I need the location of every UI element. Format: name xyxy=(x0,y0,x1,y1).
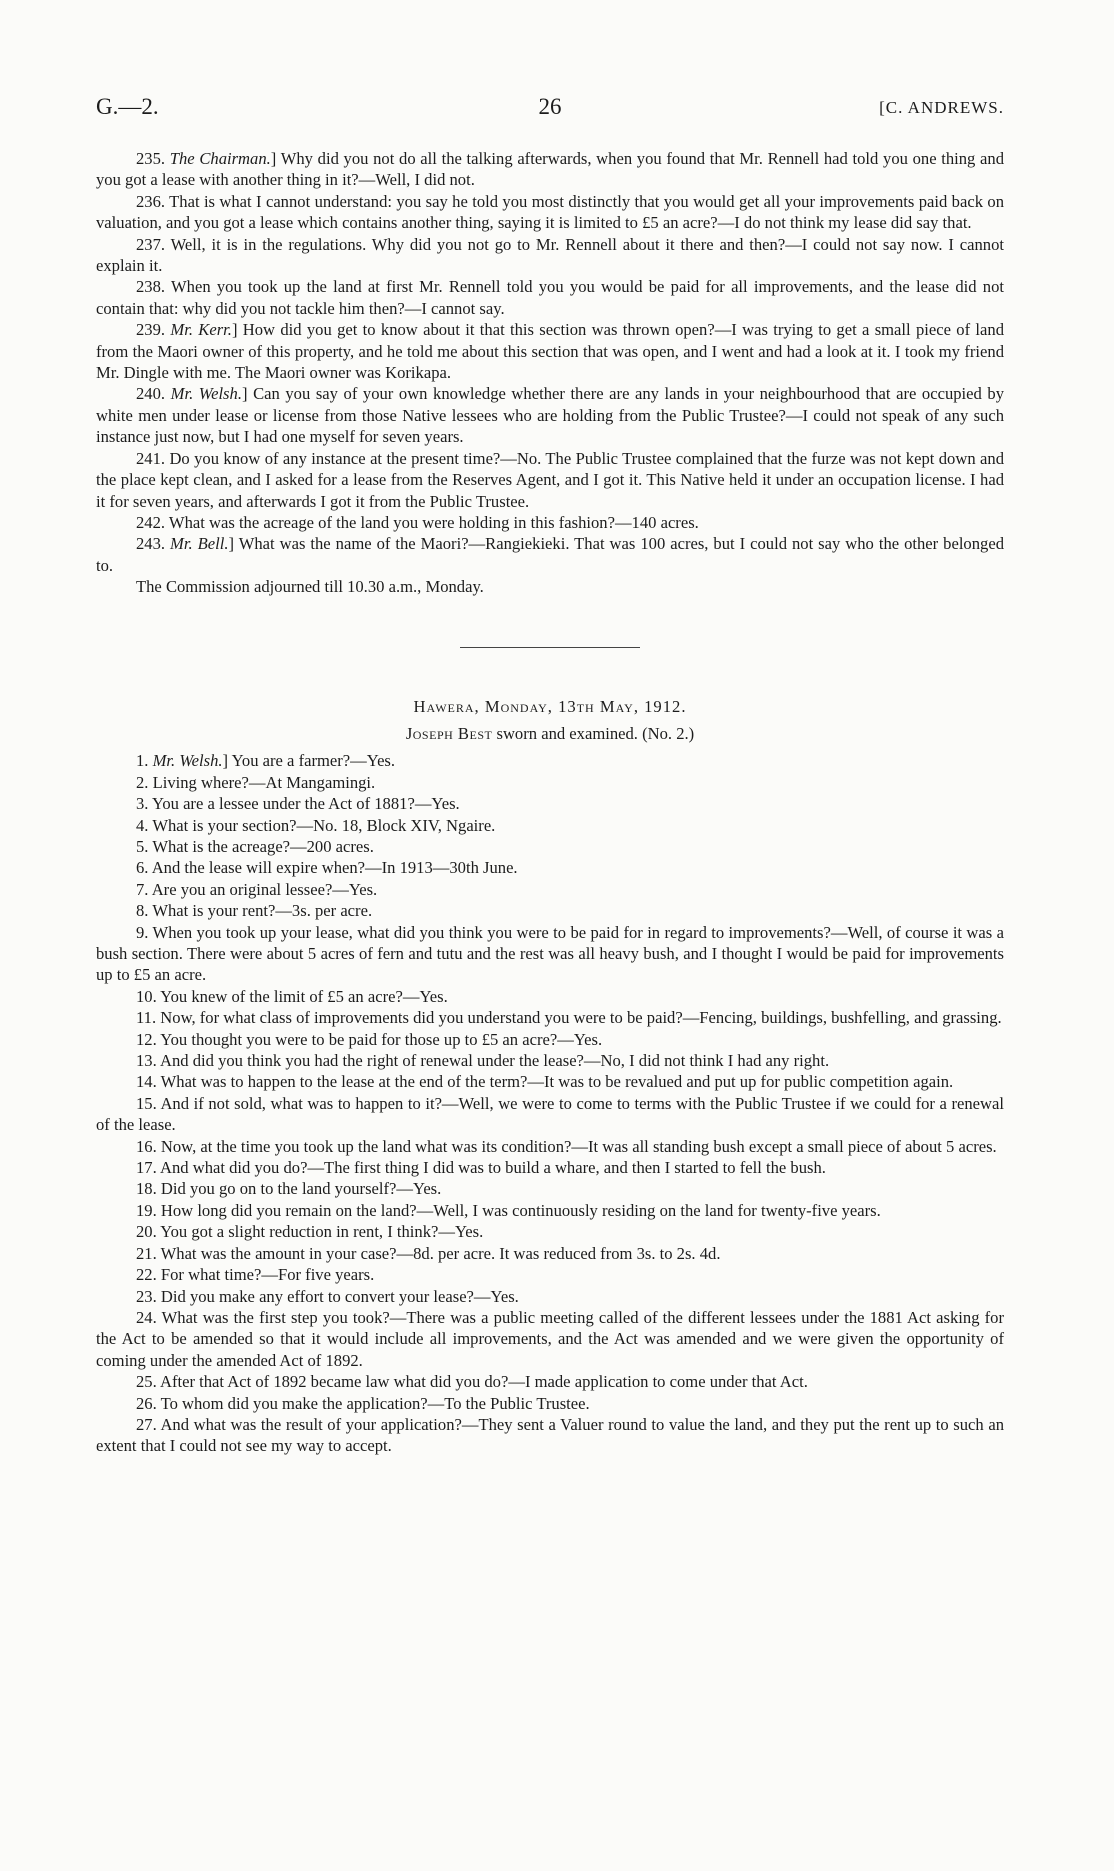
document-body xyxy=(96,148,1004,1457)
question-number: 21. xyxy=(136,1243,157,1263)
question-number: 240. xyxy=(136,384,166,404)
testimony-section-1 xyxy=(96,148,1004,576)
question-paragraph xyxy=(96,1029,1004,1050)
question-text: And did you think you had the right of renewal under the lease?—No, I did not think I had any right. xyxy=(159,1051,830,1071)
question-text: That is what I cannot understand: you say he told you most distinctly that you would get all your improvements paid back on valuation, and you got a lease which contains another thing, saying it is limited to £5 an acre?—I do not think my lease did say that. xyxy=(96,191,1004,233)
question-text: And the lease will expire when?—In 1913—30th June. xyxy=(151,858,518,878)
question-text: Well, it is in the regulations. Why did you not go to Mr. Rennell about it there and then?—I could not say now. I cannot explain it. xyxy=(96,234,1004,276)
question-paragraph xyxy=(96,1200,1004,1221)
witness-heading xyxy=(96,723,1004,744)
question-number: 12. xyxy=(136,1029,157,1049)
question-text: Are you an original lessee?—Yes. xyxy=(151,879,378,899)
testimony-section-2 xyxy=(96,750,1004,1456)
question-paragraph xyxy=(96,1414,1004,1457)
question-text: What is your rent?—3s. per acre. xyxy=(152,901,373,921)
question-text: For what time?—For five years. xyxy=(160,1265,375,1285)
question-paragraph xyxy=(96,1371,1004,1392)
witness-name: Joseph Best xyxy=(405,723,493,743)
question-number: 10. xyxy=(136,986,157,1006)
question-text: Do you know of any instance at the present time?—No. The Public Trustee complained that the furze was not kept down and the place kept clean, and I asked for a lease from the Reserves Agent, and I got it. This Native held it under an occupation license. I had it for seven years, and afterwards I got it from the Public Trustee. xyxy=(96,448,1004,511)
question-paragraph xyxy=(96,793,1004,814)
question-paragraph xyxy=(96,1307,1004,1371)
question-paragraph xyxy=(96,1286,1004,1307)
speaker-name: Mr. Welsh. xyxy=(170,384,242,404)
question-paragraph xyxy=(96,1136,1004,1157)
question-number: 11. xyxy=(136,1008,157,1028)
question-paragraph xyxy=(96,234,1004,277)
question-number: 1. xyxy=(136,751,149,771)
question-paragraph xyxy=(96,986,1004,1007)
question-paragraph xyxy=(96,1178,1004,1199)
question-text: What was to happen to the lease at the end of the term?—It was to be revalued and put up for public competition again. xyxy=(160,1072,954,1092)
question-number: 26. xyxy=(136,1393,157,1413)
question-number: 24. xyxy=(136,1307,157,1327)
question-paragraph xyxy=(96,815,1004,836)
question-paragraph xyxy=(96,772,1004,793)
question-number: 4. xyxy=(136,815,149,835)
question-number: 238. xyxy=(136,277,166,297)
adjournment-note: The Commission adjourned till 10.30 a.m., Monday. xyxy=(136,577,484,597)
question-number: 243. xyxy=(136,534,166,554)
question-number: 6. xyxy=(136,858,149,878)
witness-running-head: [C. ANDREWS. xyxy=(879,98,1004,117)
question-paragraph xyxy=(96,836,1004,857)
question-text: What was the amount in your case?—8d. per acre. It was reduced from 3s. to 2s. 4d. xyxy=(160,1243,721,1263)
question-paragraph xyxy=(96,1093,1004,1136)
question-number: 9. xyxy=(136,922,149,942)
question-number: 25. xyxy=(136,1372,157,1392)
question-text: ] How did you get to know about it that this section was thrown open?—I was trying to get a small piece of land from the Maori owner of this property, and he told me about this section that was open, and I went and had a look at it. I took my friend Mr. Dingle with me. The Maori owner was Korikapa. xyxy=(96,320,1004,383)
question-text: Did you go on to the land yourself?—Yes. xyxy=(160,1179,442,1199)
question-number: 242. xyxy=(136,512,166,532)
question-number: 3. xyxy=(136,794,149,814)
question-number: 27. xyxy=(136,1414,157,1434)
question-paragraph xyxy=(96,1243,1004,1264)
question-text: And what did you do?—The first thing I did was to build a whare, and then I started to fell the bush. xyxy=(159,1158,826,1178)
speaker-name: Mr. Welsh. xyxy=(152,751,223,771)
question-number: 2. xyxy=(136,772,149,792)
question-paragraph xyxy=(96,512,1004,533)
question-paragraph xyxy=(96,1050,1004,1071)
question-number: 14. xyxy=(136,1072,157,1092)
question-paragraph xyxy=(96,1007,1004,1028)
question-paragraph xyxy=(96,1393,1004,1414)
question-paragraph xyxy=(96,191,1004,234)
question-number: 237. xyxy=(136,234,166,254)
question-text: How long did you remain on the land?—Well, I was continuously residing on the land for twenty-five years. xyxy=(160,1200,881,1220)
question-text: Did you make any effort to convert your lease?—Yes. xyxy=(160,1286,519,1306)
question-paragraph xyxy=(96,276,1004,319)
question-paragraph xyxy=(96,1264,1004,1285)
speaker-name: The Chairman. xyxy=(169,149,271,168)
question-number: 7. xyxy=(136,879,149,899)
question-number: 13. xyxy=(136,1051,157,1071)
section-divider xyxy=(460,647,640,648)
question-number: 241. xyxy=(136,448,166,468)
question-paragraph xyxy=(96,1071,1004,1092)
question-paragraph xyxy=(96,857,1004,878)
question-text: After that Act of 1892 became law what did you do?—I made application to come under that Act. xyxy=(159,1372,808,1392)
question-text: You knew of the limit of £5 an acre?—Yes. xyxy=(160,986,448,1006)
question-paragraph xyxy=(96,148,1004,191)
document-code: G.—2. xyxy=(96,94,159,119)
question-number: 23. xyxy=(136,1286,157,1306)
question-paragraph xyxy=(96,319,1004,383)
question-text: You got a slight reduction in rent, I think?—Yes. xyxy=(160,1222,484,1242)
question-text: You are a lessee under the Act of 1881?—Yes. xyxy=(152,794,460,814)
question-text: ] You are a farmer?—Yes. xyxy=(222,751,396,771)
question-text: What is your section?—No. 18, Block XIV, Ngaire. xyxy=(152,815,496,835)
question-text: When you took up your lease, what did you think you were to be paid for in regard to improvements?—Well, of course it was a bush section. There were about 5 acres of fern and tutu and the rest was all heavy bush, and I thought I would be paid for improvements up to £5 an acre. xyxy=(96,922,1004,985)
question-text: And what was the result of your application?—They sent a Valuer round to value the land, and they put the rent up to such an extent that I could not see my way to accept. xyxy=(96,1414,1004,1456)
question-number: 5. xyxy=(136,836,149,856)
question-paragraph xyxy=(96,922,1004,986)
question-number: 8. xyxy=(136,901,149,921)
question-text: Now, at the time you took up the land what was its condition?—It was all standing bush except a small piece of about 5 acres. xyxy=(160,1136,997,1156)
question-number: 20. xyxy=(136,1222,157,1242)
witness-heading-rest: sworn and examined. (No. 2.) xyxy=(492,723,695,743)
question-text: To whom did you make the application?—To the Public Trustee. xyxy=(160,1393,590,1413)
question-number: 16. xyxy=(136,1136,157,1156)
question-text: Living where?—At Mangamingi. xyxy=(152,772,376,792)
session-dateline: Hawera, Monday, 13th May, 1912. xyxy=(413,696,687,716)
speaker-name: Mr. Bell. xyxy=(170,534,229,554)
question-text: You thought you were to be paid for those up to £5 an acre?—Yes. xyxy=(160,1029,603,1049)
question-text: And if not sold, what was to happen to it?—Well, we were to come to terms with the Public Trustee if we could for a renewal of the lease. xyxy=(96,1093,1005,1135)
question-paragraph xyxy=(96,750,1004,771)
question-number: 235. xyxy=(136,149,166,168)
question-text: What is the acreage?—200 acres. xyxy=(152,836,374,856)
question-text: Now, for what class of improvements did you understand you were to be paid?—Fencing, buildings, bushfelling, and grassing. xyxy=(160,1008,1002,1028)
page-number: 26 xyxy=(538,94,562,119)
question-paragraph xyxy=(96,533,1004,576)
speaker-name: Mr. Kerr. xyxy=(170,320,232,340)
question-paragraph xyxy=(96,879,1004,900)
question-number: 18. xyxy=(136,1179,157,1199)
question-text: What was the first step you took?—There was a public meeting called of the different lessees under the 1881 Act asking for the Act to be amended so that it would include all improvements, and the Act was amended and we were given the opportunity of coming under the amended Act of 1892. xyxy=(96,1307,1004,1370)
question-text: ] Why did you not do all the talking afterwards, when you found that Mr. Rennell had told you one thing and you got a lease with another thing in it?—Well, I did not. xyxy=(96,149,1005,190)
question-number: 22. xyxy=(136,1265,157,1285)
question-number: 19. xyxy=(136,1200,157,1220)
question-paragraph xyxy=(96,383,1004,447)
question-number: 17. xyxy=(136,1158,157,1178)
page-header xyxy=(96,94,1004,134)
question-paragraph xyxy=(96,1221,1004,1242)
question-paragraph xyxy=(96,1157,1004,1178)
question-paragraph xyxy=(96,900,1004,921)
question-paragraph xyxy=(96,448,1004,512)
question-text: ] Can you say of your own knowledge whether there are any lands in your neighbourhood that are occupied by white men under lease or license from those Native lessees who are holding from the Public Trustee?—I could not speak of any such instance just now, but I had one myself for seven years. xyxy=(96,384,1004,447)
question-number: 239. xyxy=(136,320,166,340)
question-text: What was the acreage of the land you were holding in this fashion?—140 acres. xyxy=(168,512,699,532)
question-text: When you took up the land at first Mr. Rennell told you you would be paid for all improvements, and the lease did not contain that: why did you not tackle him then?—I cannot say. xyxy=(96,277,1004,318)
question-number: 236. xyxy=(136,191,166,211)
question-number: 15. xyxy=(136,1093,157,1113)
question-text: ] What was the name of the Maori?—Rangiekieki. That was 100 acres, but I could not say who the other belonged to. xyxy=(96,534,1004,575)
